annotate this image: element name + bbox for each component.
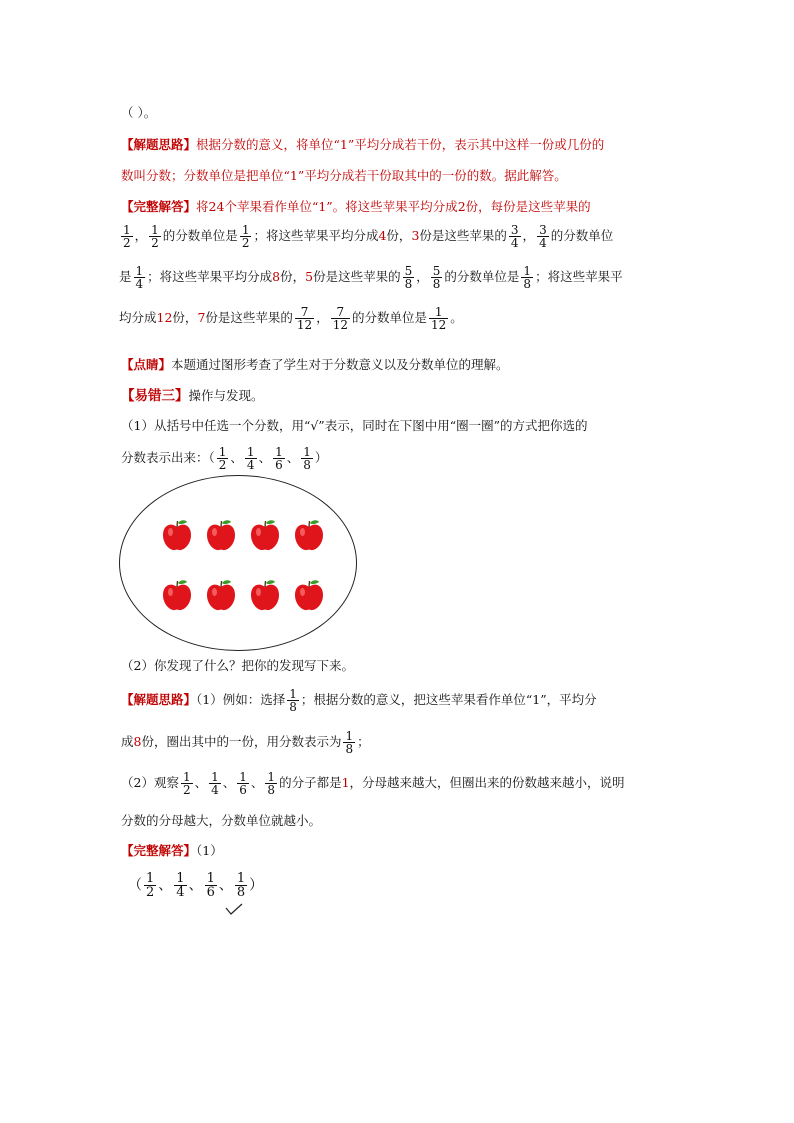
- thinking2-tag: 【解题思路】: [121, 692, 197, 707]
- answer-text: 将: [196, 199, 209, 214]
- answer-number: 2: [457, 199, 466, 214]
- apple-icon: [205, 578, 237, 612]
- fraction: $\frac{1}{2}$: [241, 223, 250, 250]
- answer-line-3: 是 $\frac{1}{4}$ ；将这些苹果平均分成8份，5份是这些苹果的 $\frac{5}{8}$ ， $\frac{5}{8}$ 的分数单位是 $\frac{1}{8}$ ；将这些苹果平: [119, 264, 623, 291]
- answer-line-1: [121, 197, 591, 215]
- answer-number: 24: [208, 199, 225, 214]
- fraction: $\frac{1}{2}$: [123, 223, 131, 250]
- answer-line-2: $\frac{1}{2}$ ， $\frac{1}{2}$ 的分数单位是 $\frac{1}{2}$ ；将这些苹果平均分成4份，3份是这些苹果的 $\frac{3}{4}$ ， $\frac{3}{4}$ 的分数单位: [123, 223, 614, 250]
- thinking-tag: 【解题思路】: [121, 137, 197, 152]
- fraction: $\frac{1}{8}$: [345, 729, 354, 756]
- apple-icon: [161, 518, 193, 552]
- answer2-tag: 【完整解答】: [121, 843, 197, 858]
- thinking2-line-1: 【解题思路】（1）例如：选择 $\frac{1}{8}$ ；根据分数的意义，把这些苹果看作单位“1”，平均分: [121, 687, 597, 714]
- fraction: $\frac{3}{4}$: [539, 223, 547, 250]
- fraction-option-1-8[interactable]: $\frac{1}{8}$: [303, 445, 311, 472]
- apple-icon: [249, 518, 281, 552]
- answer-text: 个苹果看作单位“1”。将这些苹果平均分成: [224, 199, 458, 214]
- thinking2-line-2: 成8份，圈出其中的一份，用分数表示为 $\frac{1}{8}$ ；: [121, 729, 370, 756]
- thinking2-line-4: 分数的分母越大，分数单位就越小。: [121, 813, 322, 828]
- thinking-text-1: 根据分数的意义，将单位“1”平均分成若干份，表示其中这样一份或几份的: [196, 137, 605, 152]
- question-2: （2）你发现了什么？把你的发现写下来。: [121, 658, 354, 673]
- fraction: $\frac{1}{2}$: [146, 871, 155, 900]
- thinking-line-2: 数叫分数；分数单位是把单位“1”平均分成若干份取其中的一份的数。据此解答。: [121, 168, 567, 183]
- checkmark-icon: [224, 902, 244, 916]
- fraction: $\frac{5}{8}$: [432, 264, 441, 291]
- fraction-option-1-6[interactable]: $\frac{1}{6}$: [275, 445, 283, 472]
- apple-icon: [205, 518, 237, 552]
- section-heading: [121, 384, 264, 404]
- thinking2-line-3: （2）观察 $\frac{1}{2}$ 、 $\frac{1}{4}$ 、 $\frac{1}{6}$ 、 $\frac{1}{8}$ 的分子都是1，分母越来越大，但圈出来的份数越来越小，说明: [121, 770, 625, 797]
- apple-icon: [293, 518, 325, 552]
- fraction-option-1-2[interactable]: $\frac{1}{2}$: [218, 445, 227, 472]
- fraction-selected-1-8: $\frac{1}{8}$: [236, 871, 246, 900]
- fraction: $\frac{3}{4}$: [510, 223, 519, 250]
- fraction: $\frac{1}{4}$: [176, 871, 185, 900]
- answer-line-4: 均分成12份，7份是这些苹果的 $\frac{7}{12}$ ， $\frac{7}{12}$ 的分数单位是 $\frac{1}{12}$ 。: [119, 305, 463, 332]
- fraction: $\frac{1}{6}$: [206, 871, 215, 900]
- apple-ellipse: [119, 475, 357, 651]
- answer-tag: 【完整解答】: [121, 199, 197, 214]
- insight-line: [121, 355, 509, 373]
- fraction: $\frac{1}{12}$: [431, 305, 447, 332]
- fraction: $\frac{1}{2}$: [182, 770, 191, 797]
- insight-text: 本题通过图形考查了学生对于分数意义以及分数单位的理解。: [171, 357, 509, 372]
- answer2-line-1: 【完整解答】（1）: [121, 843, 223, 858]
- insight-tag: 【点睛】: [121, 357, 172, 372]
- fraction-option-1-4[interactable]: $\frac{1}{4}$: [246, 445, 255, 472]
- question-1-line-2: 分数表示出来：（ $\frac{1}{2}$ 、 $\frac{1}{4}$ 、 $\frac{1}{6}$ 、 $\frac{1}{8}$ ）: [121, 445, 328, 472]
- apple-icon: [249, 578, 281, 612]
- fraction: $\frac{7}{12}$: [296, 305, 313, 332]
- thinking-line-1: [121, 135, 604, 153]
- section-tag: 【易错三】: [121, 388, 189, 404]
- answer2-fractions: （ $\frac{1}{2}$ 、 $\frac{1}{4}$ 、 $\frac{1}{6}$ 、 $\frac{1}{8}$ ）: [128, 871, 264, 900]
- answer-text: 份，每份是这些苹果的: [465, 199, 591, 214]
- section-title: 操作与发现。: [188, 388, 264, 403]
- fraction: $\frac{1}{4}$: [211, 770, 219, 797]
- fraction: $\frac{1}{6}$: [239, 770, 247, 797]
- apple-icon: [161, 578, 193, 612]
- fraction: $\frac{1}{8}$: [289, 687, 297, 714]
- fraction: $\frac{5}{8}$: [404, 264, 413, 291]
- blank-parentheses: （ ）。: [121, 105, 157, 120]
- fraction: $\frac{1}{8}$: [523, 264, 532, 291]
- fraction: $\frac{7}{12}$: [332, 305, 348, 332]
- fraction: $\frac{1}{8}$: [267, 770, 276, 797]
- fraction: $\frac{1}{2}$: [151, 223, 159, 250]
- fraction: $\frac{1}{4}$: [135, 264, 144, 291]
- question-1-line-1: （1）从括号中任选一个分数，用“√”表示，同时在下图中用“圈一圈”的方式把你选的: [121, 418, 588, 433]
- apple-icon: [293, 578, 325, 612]
